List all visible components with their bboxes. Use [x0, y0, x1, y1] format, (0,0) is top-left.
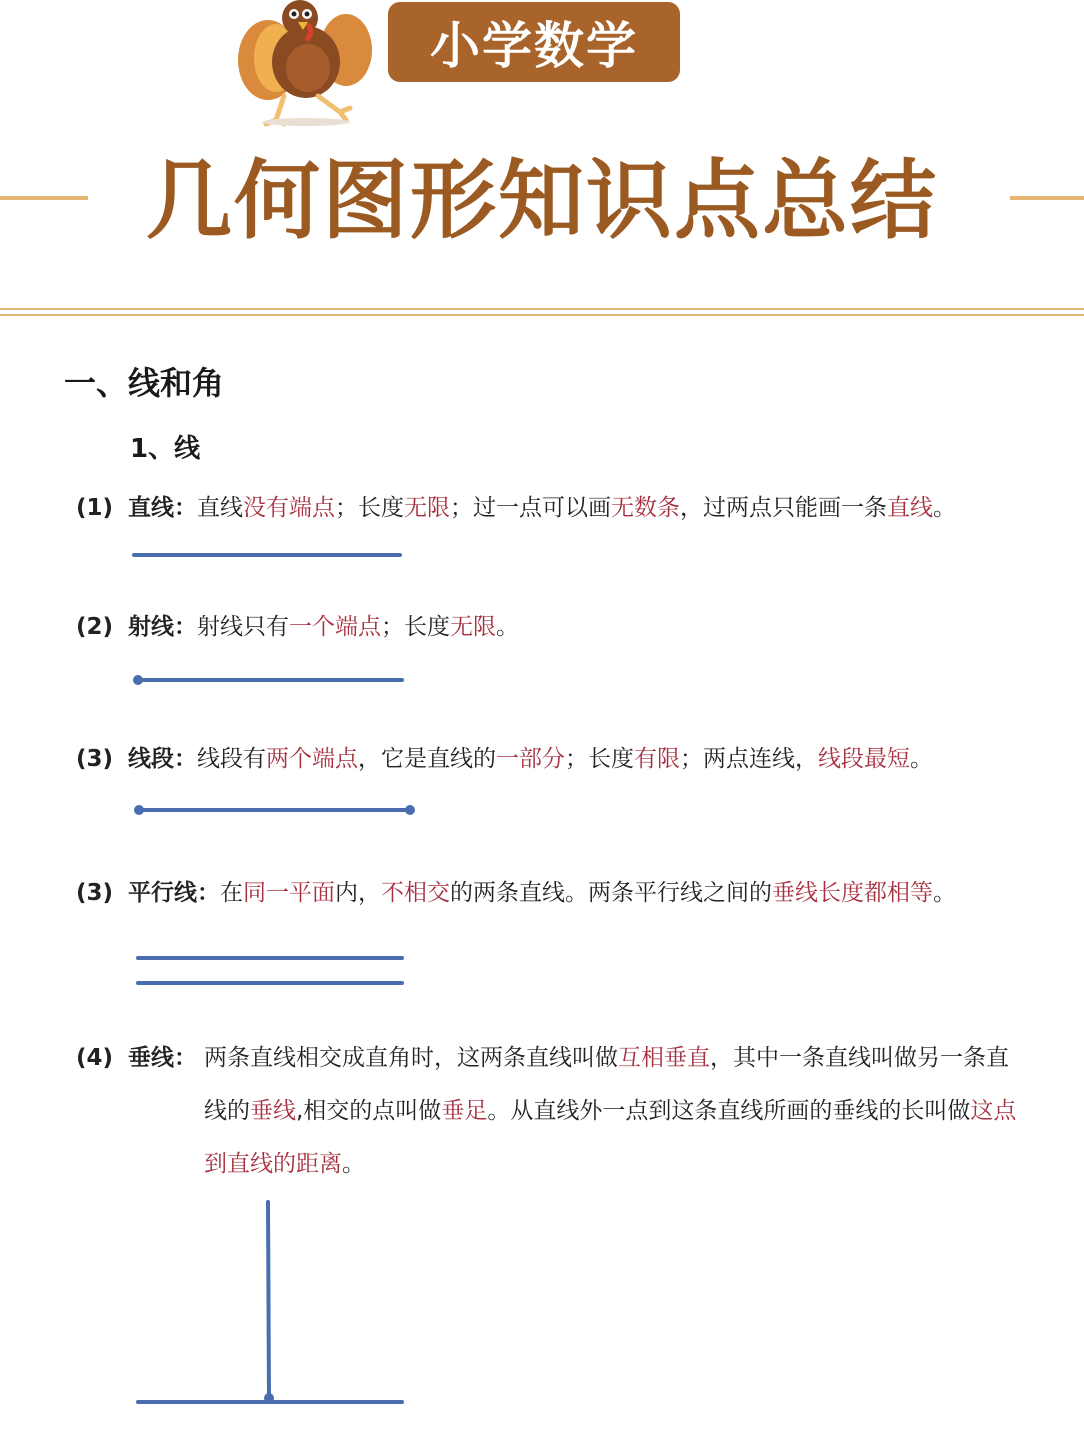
highlight-text: 没有端点	[243, 495, 335, 521]
plain-text: 。	[933, 495, 956, 521]
ray-figure	[133, 675, 402, 685]
item-term: 垂线：	[128, 1045, 197, 1071]
highlight-text: 直线	[887, 495, 933, 521]
plain-text: 内，	[335, 880, 381, 906]
highlight-text: 无限	[450, 614, 496, 640]
item-number: (1)	[76, 495, 114, 521]
segment-figure	[134, 805, 415, 815]
subject-badge: 小学数学	[388, 2, 680, 82]
item-number: (3)	[76, 880, 114, 906]
highlight-text: 无限	[404, 495, 450, 521]
plain-text: ，它是直线的	[358, 746, 496, 772]
highlight-text: 垂线长度都相等	[772, 880, 933, 906]
parallel-lines-figure	[138, 958, 402, 983]
highlight-text: 线段最短	[818, 746, 910, 772]
plain-text: ，其中一条直线叫做另一条直线的	[204, 1045, 1009, 1124]
item-term: 线段：	[128, 746, 197, 772]
plain-text: ；两点连线，	[680, 746, 818, 772]
highlight-text: 一部分	[496, 746, 565, 772]
highlight-text: 同一平面	[243, 880, 335, 906]
item-term: 直线：	[128, 495, 197, 521]
item-number: (3)	[76, 746, 114, 772]
item-term: 平行线：	[128, 880, 220, 906]
plain-text: 。	[910, 746, 933, 772]
page-title: 几何图形知识点总结	[146, 151, 938, 251]
highlight-text: 垂足	[441, 1098, 488, 1124]
plain-text: ；长度	[565, 746, 634, 772]
plain-text: 。从直线外一点到这条直线所画的垂线的长叫做	[487, 1098, 971, 1124]
plain-text: ，过两点只能画一条	[680, 495, 887, 521]
highlight-text: 互相垂直	[618, 1045, 710, 1071]
item-number: (2)	[76, 614, 114, 640]
section-heading: 一、线和角	[64, 364, 225, 402]
plain-text: 射线只有	[197, 614, 289, 640]
perpendicular-figure	[138, 1202, 402, 1403]
highlight-text: 一个端点	[289, 614, 381, 640]
plain-text: 。	[496, 614, 519, 640]
item-number: (4)	[76, 1045, 114, 1071]
plain-text: ；长度	[335, 495, 404, 521]
plain-text: ；长度	[381, 614, 450, 640]
plain-text: 。	[342, 1151, 365, 1177]
plain-text: ,相交的点叫做	[296, 1098, 442, 1124]
subsection-heading: 1、线	[130, 434, 201, 464]
item-term: 射线：	[128, 614, 197, 640]
highlight-text: 两个端点	[266, 746, 358, 772]
plain-text: 在	[220, 880, 243, 906]
highlight-text: 不相交	[381, 880, 450, 906]
highlight-text: 无数条	[611, 495, 680, 521]
highlight-text: 垂线	[250, 1098, 296, 1124]
plain-text: ；过一点可以画	[450, 495, 611, 521]
plain-text: 线段有	[197, 746, 266, 772]
plain-text: 直线	[197, 495, 243, 521]
highlight-text: 这点到直线的距离	[204, 1098, 1017, 1177]
plain-text: 。	[933, 880, 956, 906]
plain-text: 两条直线相交成直角时，这两条直线叫做	[204, 1045, 618, 1071]
highlight-text: 有限	[634, 746, 680, 772]
plain-text: 的两条直线。两条平行线之间的	[450, 880, 772, 906]
